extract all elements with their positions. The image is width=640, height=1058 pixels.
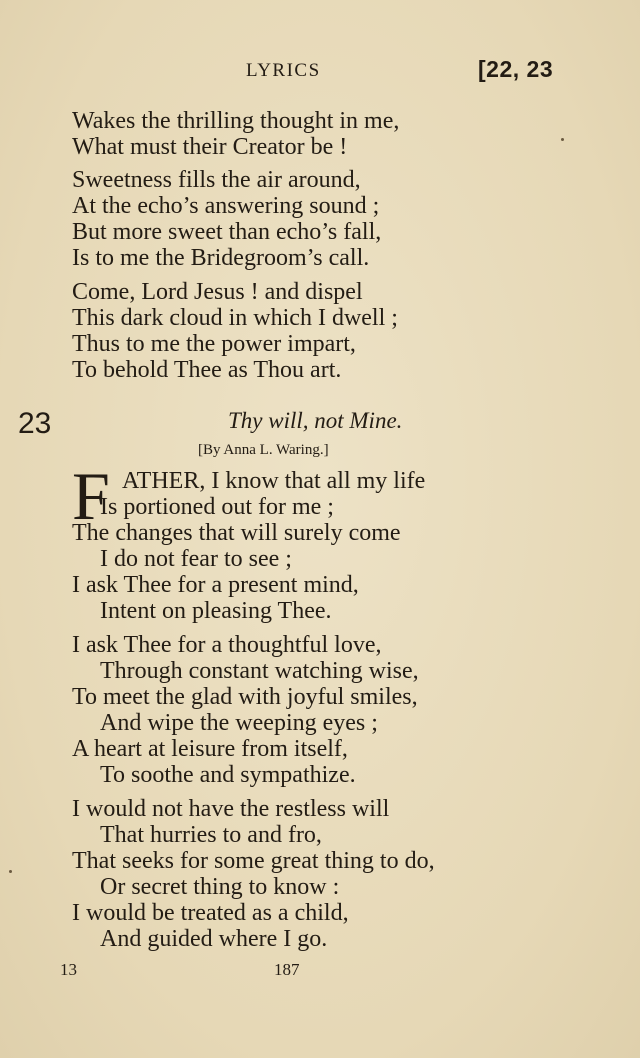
hymn23-line: That hurries to and fro, [100,822,322,848]
hymn-title: Thy will, not Mine. [228,408,403,433]
paper-speck [561,138,564,141]
page-number: 187 [274,960,300,979]
hymn22-line: Is to me the Bridegroom’s call. [72,245,370,271]
drop-cap: F [72,458,110,534]
hymn22-line: Come, Lord Jesus ! and dispel [72,279,363,305]
hymn23-line: ATHER, I know that all my life [122,468,426,494]
hymn23-line: That seeks for some great thing to do, [72,848,435,874]
hymn23-line: And guided where I go. [100,926,328,952]
hymn22-line: Thus to me the power impart, [72,331,356,357]
hymn23-line: I do not fear to see ; [100,546,292,572]
hymn22-line: What must their Creator be ! [72,134,348,160]
hymn23-line: To meet the glad with joyful smiles, [72,684,418,710]
running-head-hymn-numbers: [22, 23 [478,56,554,82]
hymn22-line: Wakes the thrilling thought in me, [72,108,400,134]
hymn23-line: Is portioned out for me ; [100,494,334,520]
hymn23-line: I ask Thee for a present mind, [72,572,359,598]
hymn22-line: To behold Thee as Thou art. [72,357,342,383]
hymn23-line: I would be treated as a child, [72,900,349,926]
hymn-author: [By Anna L. Waring.] [198,442,329,458]
hymn23-line: I would not have the restless will [72,796,390,822]
hymn22-line: This dark cloud in which I dwell ; [72,305,398,331]
hymn23-line: Or secret thing to know : [100,874,340,900]
hymn22-line: But more sweet than echo’s fall, [72,219,382,245]
hymn-number: 23 [18,407,52,440]
hymn23-line: Intent on pleasing Thee. [100,598,332,624]
hymn23-line: I ask Thee for a thoughtful love, [72,632,382,658]
hymn22-line: At the echo’s answering sound ; [72,193,380,219]
hymn23-line: Through constant watching wise, [100,658,419,684]
hymn23-line: To soothe and sympathize. [100,762,356,788]
hymn23-line: A heart at leisure from itself, [72,736,348,762]
paper-speck [9,870,12,873]
running-head-title: LYRICS [246,60,321,81]
signature-mark: 13 [60,960,77,979]
hymn23-line: The changes that will surely come [72,520,401,546]
hymn22-line: Sweetness fills the air around, [72,167,361,193]
hymn23-line: And wipe the weeping eyes ; [100,710,378,736]
